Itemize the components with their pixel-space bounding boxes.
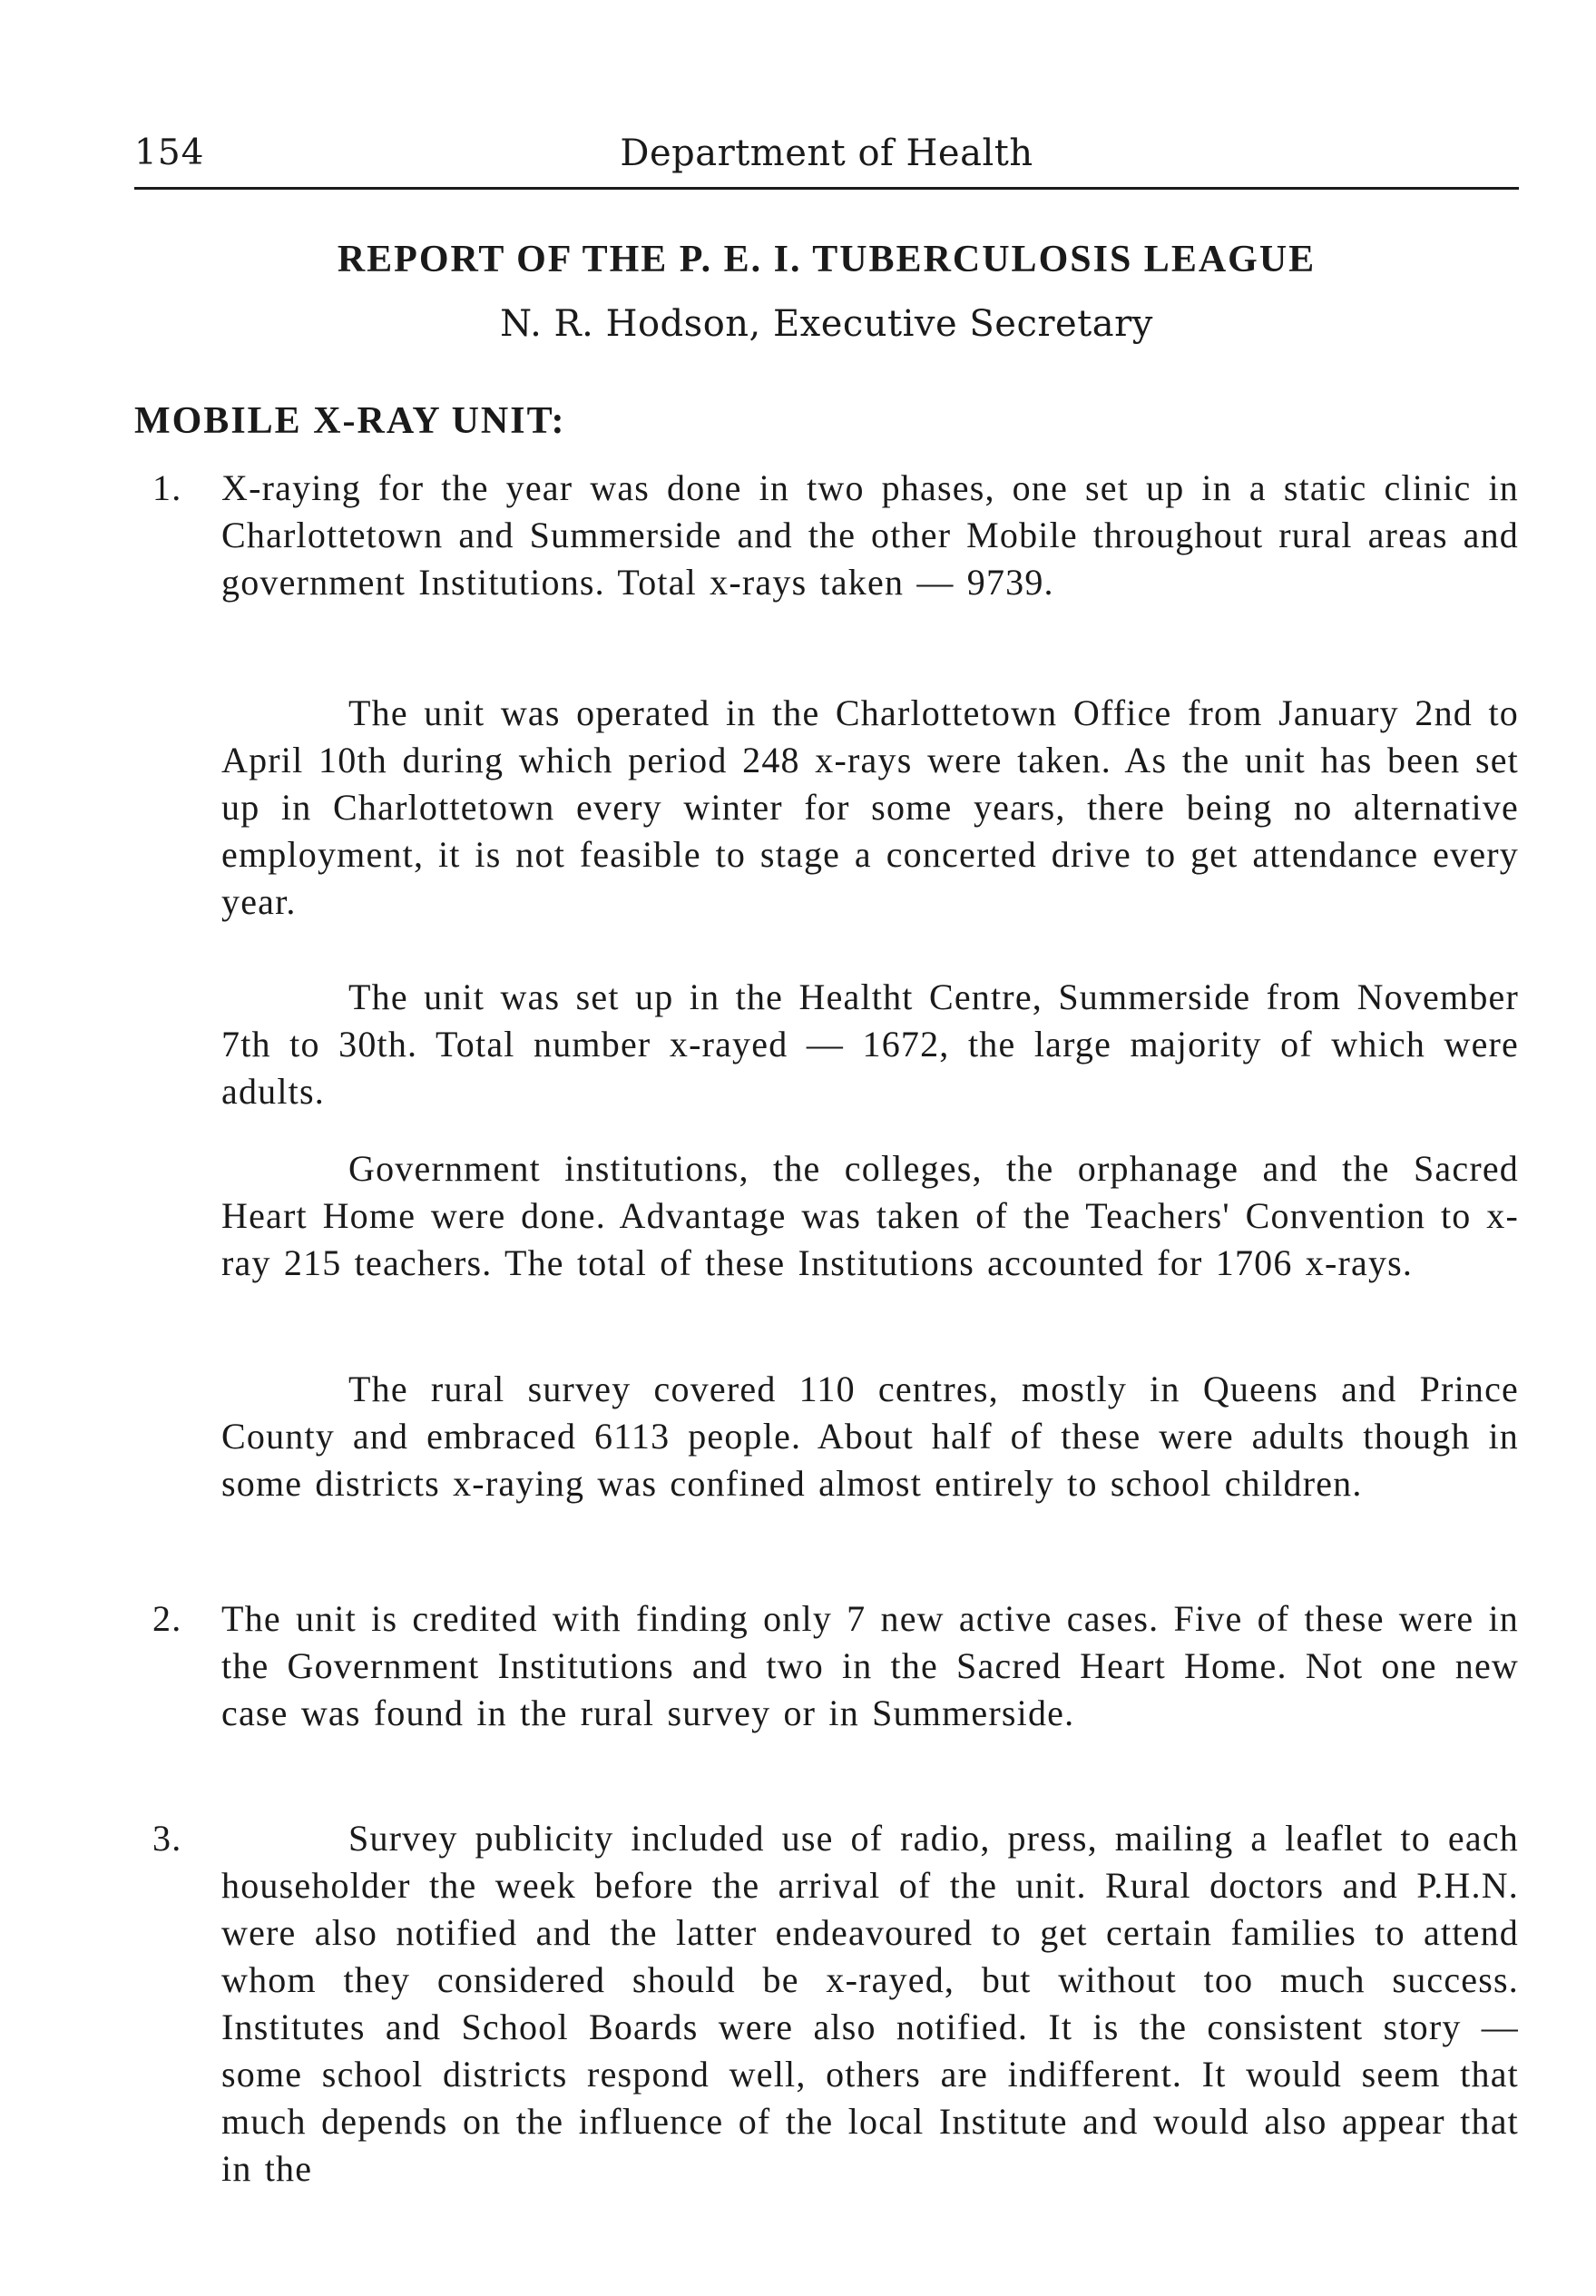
- item-text: X-raying for the year was done in two phases, one set up in a static clinic in Charlottetown and Summerside and the other Mobile throughout rural areas and government Institutions. Total x-rays taken — 9739.: [221, 467, 1519, 603]
- paragraph-charlottetown-office: The unit was operated in the Charlottetown Office from January 2nd to April 10th during which period 248 x-rays were taken. As the unit has been set up in Charlottetown every winter for some years, there being no alternative employment, it is not feasible to stage a concerted drive to get attendance every year.: [221, 692, 1519, 922]
- item-text: Survey publicity included use of radio, press, mailing a leaflet to each householder the week before the arrival of the unit. Rural doctors and P.H.N. were also notified and the latter endeavoured to get certain families to attend whom they considered should be x-rayed, but without too much success. Institutes and School Boards were also notified. It is the consistent story — some school districts respond well, others are indifferent. It would seem that much depends on the influence of the local Institute and would also appear that in the: [221, 1818, 1519, 2189]
- report-title: REPORT OF THE P. E. I. TUBERCULOSIS LEAGUE: [337, 239, 1317, 280]
- section-heading: MOBILE X-RAY UNIT:: [134, 400, 566, 442]
- item-text: The unit is credited with finding only 7 new active cases. Five of these were in the Government Institutions and two in the Sacred Heart Home. Not one new case was found in the rural survey or in Summerside.: [221, 1598, 1519, 1733]
- paragraph-summerside: The unit was set up in the Healtht Centre, Summerside from November 7th to 30th. Total number x-rayed — 1672, the large majority of which were adults.: [221, 976, 1519, 1112]
- running-header-title: Department of Health: [620, 132, 1033, 174]
- report-subtitle: N. R. Hodson, Executive Secretary: [500, 303, 1153, 345]
- item-number: 2.: [152, 1598, 182, 1639]
- paragraph-institutions: Government institutions, the colleges, the orphanage and the Sacred Heart Home were done. Advantage was taken of the Teachers' Convention to x-ray 215 teachers. The total of these Institutions accounted for 1706 x-rays.: [221, 1148, 1519, 1283]
- numbered-item-2: [134, 1595, 1519, 1786]
- item-number: 3.: [152, 1818, 182, 1859]
- running-header: [134, 127, 1519, 185]
- header-divider: [134, 187, 1519, 190]
- numbered-item-3: [134, 1815, 1519, 2196]
- paragraph-rural-survey: The rural survey covered 110 centres, mostly in Queens and Prince County and embraced 6113 people. About half of these were adults though in some districts x-raying was confined almost entirely to school children.: [221, 1369, 1519, 1504]
- page-number: 154: [134, 132, 205, 173]
- numbered-item-1: [134, 465, 1519, 655]
- item-number: 1.: [152, 467, 182, 508]
